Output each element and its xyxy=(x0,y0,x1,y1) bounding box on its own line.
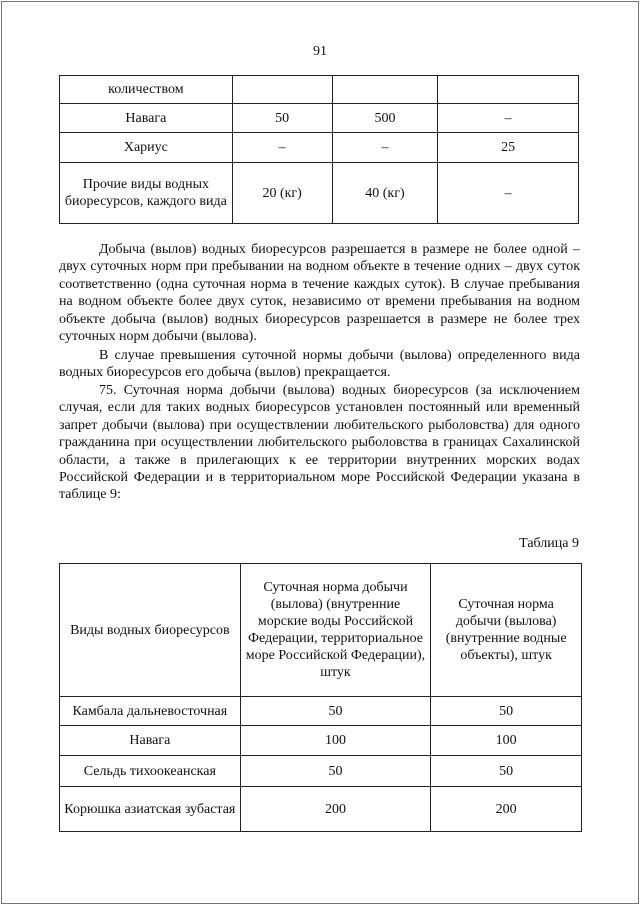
table-cell: 200 xyxy=(431,787,582,832)
table-row xyxy=(60,76,579,104)
table-cell: Навага xyxy=(60,104,233,133)
table-cell: количеством xyxy=(60,76,233,104)
table-caption: Таблица 9 xyxy=(519,536,579,551)
table-cell: Сельдь тихоокеанская xyxy=(60,756,241,787)
table-row xyxy=(60,104,579,133)
table-row xyxy=(60,787,582,832)
table-cell: 100 xyxy=(240,726,431,756)
table-cell: 50 xyxy=(431,756,582,787)
table-cell: 40 (кг) xyxy=(332,163,438,224)
table-cell: – xyxy=(232,133,332,163)
table-cell: 50 xyxy=(240,697,431,726)
table-9 xyxy=(59,563,582,832)
table-cell: 100 xyxy=(431,726,582,756)
paragraph-item-75: 75. Суточная норма добычи (вылова) водных биоресурсов (за исключением случая, если для таких водных биоресурсов установлен постоянный или временный запрет добычи (вылова) при осуществлении любительского рыболовства) для одного гражданина при осуществлении любительского рыболовства в границах Сахалинской области, а также в прилегающих к ее территории внутренних морских водах Российской Федерации и в территориальном море Российской Федерации указана в таблице 9: xyxy=(59,383,580,503)
table-cell: 50 xyxy=(240,756,431,787)
table-cell: – xyxy=(438,104,579,133)
table-row xyxy=(60,133,579,163)
table-cell: Хариус xyxy=(60,133,233,163)
table-row xyxy=(60,163,579,224)
table-cell: 500 xyxy=(332,104,438,133)
table-cell: 200 xyxy=(240,787,431,832)
table-cell: 20 (кг) xyxy=(232,163,332,224)
table-row xyxy=(60,756,582,787)
table-cell xyxy=(438,76,579,104)
table-cell: Навага xyxy=(60,726,241,756)
table-row xyxy=(60,726,582,756)
table-cell xyxy=(332,76,438,104)
table-cell xyxy=(232,76,332,104)
table-cell: Прочие виды водных биоресурсов, каждого вида xyxy=(60,163,233,224)
table-cell: 25 xyxy=(438,133,579,163)
table-header-row xyxy=(60,564,582,697)
table-cell: 50 xyxy=(232,104,332,133)
column-header: Суточная норма добычи (вылова) (внутренние морские воды Российской Федерации, территориальное море Российской Федерации), штук xyxy=(240,564,431,697)
fish-norms-table-continued xyxy=(59,75,579,224)
table-row xyxy=(60,697,582,726)
table-cell: Камбала дальневосточная xyxy=(60,697,241,726)
table-cell: Корюшка азиатская зубастая xyxy=(60,787,241,832)
paragraph-daily-norms: Добыча (вылов) водных биоресурсов разрешается в размере не более одной – двух суточных норм при пребывании на водном объекте в течение одних – двух суток соответственно (одна суточная норма в течение каждых суток). В случае пребывания на водном объекте более двух суток, независимо от времени пребывания на водном объекте добыча (вылов) водных биоресурсов разрешается в размере не более трех суточных норм добычи (вылова). xyxy=(59,242,580,345)
page-number: 91 xyxy=(313,44,327,59)
column-header: Суточная норма добычи (вылова) (внутренние водные объекты), штук xyxy=(431,564,582,697)
table-cell: 50 xyxy=(431,697,582,726)
column-header: Виды водных биоресурсов xyxy=(60,564,241,697)
table-cell: – xyxy=(332,133,438,163)
table-cell: – xyxy=(438,163,579,224)
paragraph-excess: В случае превышения суточной нормы добычи (вылова) определенного вида водных биоресурсов его добыча (вылов) прекращается. xyxy=(59,348,580,381)
